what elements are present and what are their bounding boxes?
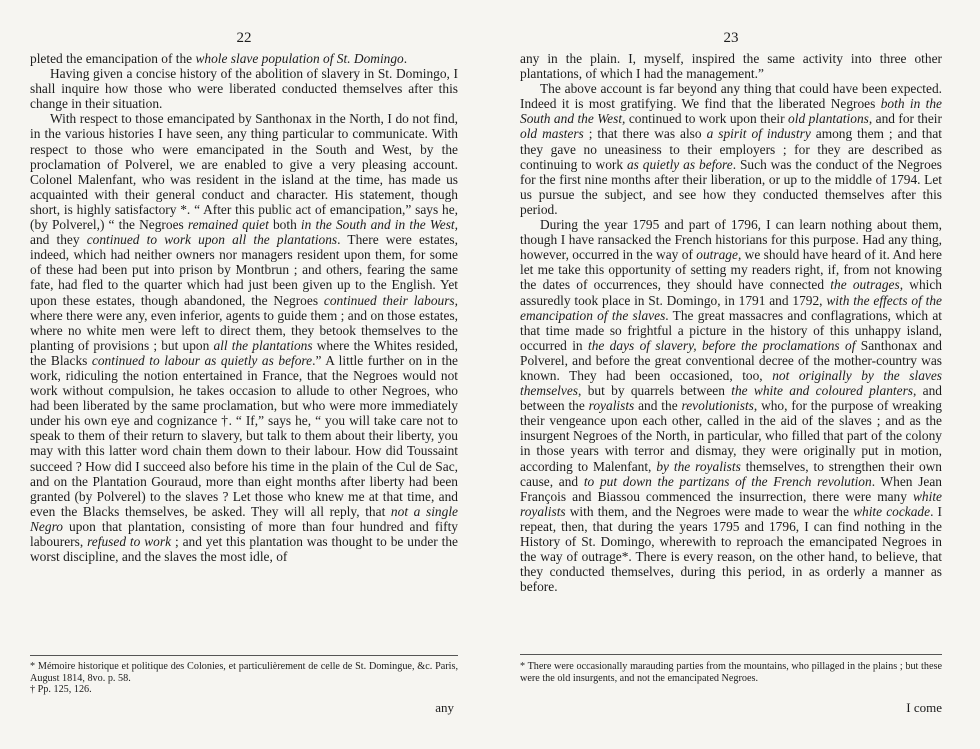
footnote-rule xyxy=(520,654,942,655)
text-run: where the Whites resided, the Blacks xyxy=(30,337,458,368)
paragraph xyxy=(30,66,458,111)
italic-text: a spirit of industry xyxy=(706,126,811,142)
footnote: * Mémoire historique et politique des Colonies, et particulièrement de celle de St. Domingue, &c. Paris, August 1814, 8vo. p. 58. xyxy=(30,661,458,684)
footnote: * There were occasionally marauding parties from the mountains, who pillaged in the plains ; but these were the old insurgents, and not the emancipated Negroes. xyxy=(520,661,942,684)
paragraph xyxy=(520,81,942,217)
right-page xyxy=(520,0,942,749)
italic-text: continued their labours xyxy=(323,292,455,308)
text-run: . The great massacres and conflagrations, which at that time made so frightful a picture in the history of this unhappy island, occurred in xyxy=(520,307,942,353)
text-run: , and between the xyxy=(520,383,943,414)
italic-text: whole slave population of St. Domingo xyxy=(195,51,404,66)
left-page xyxy=(30,0,458,749)
footnote-rule xyxy=(30,655,458,656)
text-run: The above account is far beyond any thing that could have been expected. Indeed it is most gratifying. We find that the liberated Negroes xyxy=(520,81,942,112)
text-run: continued to work upon their xyxy=(625,111,789,127)
italic-text: continued to labour as quietly as before xyxy=(91,352,313,368)
italic-text: continued to work upon all the plantations xyxy=(86,232,338,248)
italic-text: not originally by the slaves themselves xyxy=(520,367,943,399)
text-run: upon that plantation, consisting of more than four hundred and fifty labourers, xyxy=(30,518,458,549)
italic-text: old plantations xyxy=(788,111,869,127)
italic-text: revolutionists xyxy=(681,398,754,414)
italic-text: to put down the partizans of the French revolution xyxy=(583,473,872,489)
italic-text: outrage xyxy=(696,247,738,263)
text-run: With respect to those emancipated by Santhonax in the North, I do not find, in the various histories I have seen, any thing particular to communicate. With respect to those who were emancipated in the South and West, by the proclamation of Polverel, we are enabled to give a very pleasing account. Colonel Malenfant, who was resident in the island at the time, has made us acquainted with their general conduct and character. His statement, though short, is highly satisfactory *. “ After this public act of emancipation,” says he, (by Polverel,) “ the Negroes xyxy=(30,111,458,233)
italic-text: old masters xyxy=(520,126,584,142)
text-run: .” A little further on in the work, ridiculing the notion entertained in France, that the Negroes would not work without compulsion, he takes occasion to allude to other Negroes, who had been liberated by the same proclamation, but who were more immediately under his own eye and cognizance †. “ If,” says he, “ you will take care not to speak to them of their return to slavery, but talk to them about their liberty, you may with this latter word chain them down to their labour. How did Toussaint succeed ? How did I succeed also before his time in the plain of the Cul de Sac, and on the Plantation Gouraud, more than eight months after liberty had been granted (by Polverel) to the slaves ? Let those who knew me at that time, and even the Blacks themselves, be asked. They will all reply, that xyxy=(30,352,459,519)
text-run: Santhonax and Polverel, and before the great conventional decree of the mother-country was known. They had been occasioned, too, xyxy=(520,337,942,383)
text-run: . I repeat, then, that during the years 1795 and 1796, I can find nothing in the History of St. Domingo, wherewith to reproach the emancipated Negroes in the way of outrage*. There is every reason, on the other hand, to believe, that they conducted themselves, during this period, in as orderly a manner as before. xyxy=(520,503,943,595)
paragraph xyxy=(30,51,458,66)
text-run: . Such was the conduct of the Negroes for the first nine months after their liberation, or up to the middle of 1794. Let us pursue the subject, and see how they conducted themselves after this period. xyxy=(520,156,942,217)
paragraph xyxy=(520,51,942,81)
text-run: themselves, to strengthen their own cause, and xyxy=(520,458,943,489)
text-run: During the year 1795 and part of 1796, I can learn nothing about them, though I have ransacked the French historians for this purpose. Had any thing, however, occurred in the way of xyxy=(520,217,942,263)
italic-text: refused to work xyxy=(87,534,172,549)
footnote: † Pp. 125, 126. xyxy=(30,684,92,695)
italic-text: with the effects of the emancipation of the slaves xyxy=(520,292,942,323)
text-run: . When Jean François and Biassou commenced the insurrection, there were many xyxy=(520,473,942,504)
italic-text: royalists xyxy=(588,398,635,414)
page-body xyxy=(520,51,942,594)
italic-text: not a single Negro xyxy=(30,503,458,534)
text-run: among them ; and that they gave no uneasiness to their employers ; for they are described as continuing to work xyxy=(520,126,943,172)
text-run: . xyxy=(403,51,408,66)
text-run: Having given a concise history of the abolition of slavery in St. Domingo, I shall inquire how those who were liberated conducted themselves after this change in their situation. xyxy=(30,66,458,112)
italic-text: the days of slavery, before the proclamations of xyxy=(587,337,856,353)
text-run: ; and yet this plantation was thought to be under the worst discipline, and the slaves the most idle, of xyxy=(30,534,459,565)
text-run: , where there were any, even inferior, agents to guide them ; and on those estates, where no white men were left to direct them, they betook themselves to the planting of provisions ; but upon xyxy=(30,292,458,353)
text-run: pleted the emancipation of the xyxy=(30,51,196,66)
text-run: , and for their xyxy=(868,111,942,127)
catchword: I come xyxy=(906,700,942,715)
catchword: any xyxy=(435,700,454,715)
italic-text: by the royalists xyxy=(656,458,741,474)
text-run: ; that there was also xyxy=(583,126,707,142)
italic-text: as quietly as before xyxy=(626,156,733,172)
page-body xyxy=(30,51,458,564)
text-run: any in the plain. I, myself, inspired the same activity into three other plantations, of which I had the management.” xyxy=(520,51,942,82)
page-number: 23 xyxy=(723,30,739,46)
text-run: , but by quarrels between xyxy=(578,383,732,399)
italic-text: the outrages xyxy=(830,277,900,293)
footnotes xyxy=(520,661,942,684)
italic-text: both in the South and the West, xyxy=(520,96,943,127)
italic-text: white royalists xyxy=(520,488,942,519)
text-run: , we should have heard of it. And here let me take this opportunity of setting my readers right, if, from not knowing the dates of occurrences, they should have connected xyxy=(520,247,942,293)
italic-text: remained quiet xyxy=(187,217,269,233)
text-run: , who, for the purpose of wreaking their vengeance upon each other, called in the aid of the slaves ; and as the insurgent Negroes of the North, in particular, who filled that part of the colony in those years with terror and dismay, they were originally put in motion, according to Malenfant, xyxy=(520,398,942,474)
italic-text: the white and coloured planters xyxy=(731,383,913,399)
page-number: 22 xyxy=(236,30,252,46)
text-run: , which assuredly took place in St. Domingo, in 1791 and 1792, xyxy=(520,277,942,308)
paragraph xyxy=(30,111,458,564)
text-run: both xyxy=(268,217,301,233)
italic-text: in the South and in the West, xyxy=(300,217,458,233)
italic-text: all the plantations xyxy=(213,337,313,353)
text-run: . There were estates, indeed, which had neither owners nor managers resident upon them, for some of these had been put into prison by Montbrun ; and others, fearing the same fate, had fled to the quarter which had just been given up to the English. Yet upon these estates, though abandoned, the Negroes xyxy=(30,232,458,308)
paragraph xyxy=(520,217,942,594)
footnotes xyxy=(30,661,458,696)
italic-text: white cockade xyxy=(853,503,931,519)
text-run: with them, and the Negroes were made to wear the xyxy=(565,503,854,519)
text-run: and they xyxy=(30,232,87,248)
text-run: and the xyxy=(634,398,682,414)
